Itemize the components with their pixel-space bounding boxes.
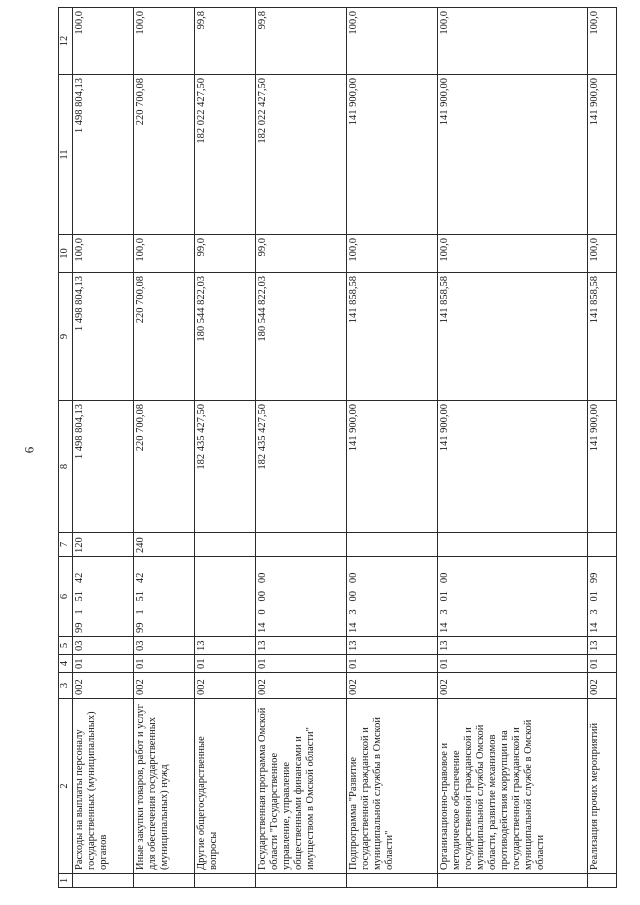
name-cell: Расходы на выплаты персоналу государственных (муниципальных) органов: [73, 699, 134, 874]
header-cell: 9: [59, 273, 73, 401]
table-row: [438, 8, 588, 888]
code-cell: 14 3 00 00: [347, 557, 438, 637]
code-cell: 14 3 01 00: [438, 557, 588, 637]
value-cell: 141 858,58: [588, 273, 617, 401]
budget-table-rotated: [58, 8, 604, 888]
value-cell: 141 900,00: [438, 75, 588, 235]
value-cell: 141 900,00: [347, 75, 438, 235]
value-cell: 99,0: [256, 235, 347, 273]
name-cell: Государственная программа Омской области "Государственное управление, управление общественными финансами и имуществом в Омской области": [256, 699, 347, 874]
row-index-cell: [73, 874, 134, 888]
value-cell: 100,0: [134, 8, 195, 75]
value-cell: 100,0: [73, 235, 134, 273]
code-cell: 002: [438, 673, 588, 699]
name-cell: Другие общегосударственные вопросы: [195, 699, 256, 874]
code-cell: 002: [256, 673, 347, 699]
code-cell: 13: [347, 637, 438, 655]
code-cell: 14 0 00 00: [256, 557, 347, 637]
value-cell: 100,0: [438, 8, 588, 75]
value-cell: 141 900,00: [438, 401, 588, 533]
code-cell: 002: [195, 673, 256, 699]
row-index-cell: [134, 874, 195, 888]
code-cell: 14 3 01 99: [588, 557, 617, 637]
code-cell: 01: [347, 655, 438, 673]
value-cell: 180 544 822,03: [195, 273, 256, 401]
value-cell: 220 700,08: [134, 401, 195, 533]
value-cell: 182 022 427,50: [195, 75, 256, 235]
value-cell: 100,0: [347, 235, 438, 273]
value-cell: 99,8: [256, 8, 347, 75]
code-cell: 01: [256, 655, 347, 673]
code-cell: 240: [134, 533, 195, 557]
code-cell: 01: [588, 655, 617, 673]
table-row: [588, 8, 617, 888]
value-cell: 99,8: [195, 8, 256, 75]
header-cell: 10: [59, 235, 73, 273]
header-cell: 1: [59, 874, 73, 888]
value-cell: 220 700,08: [134, 273, 195, 401]
value-cell: 141 858,58: [347, 273, 438, 401]
table-row: [134, 8, 195, 888]
header-cell: 4: [59, 655, 73, 673]
code-cell: 01: [73, 655, 134, 673]
value-cell: 182 022 427,50: [256, 75, 347, 235]
name-cell: Иные закупки товаров, работ и услуг для обеспечения государственных (муниципальных) нужд: [134, 699, 195, 874]
value-cell: 1 498 804,13: [73, 401, 134, 533]
code-cell: 99 1 51 42: [73, 557, 134, 637]
code-cell: 002: [73, 673, 134, 699]
row-index-cell: [588, 874, 617, 888]
value-cell: 180 544 822,03: [256, 273, 347, 401]
value-cell: 100,0: [73, 8, 134, 75]
code-cell: 01: [438, 655, 588, 673]
value-cell: 100,0: [347, 8, 438, 75]
page-number: 6: [21, 446, 37, 454]
code-cell: [256, 533, 347, 557]
header-cell: 7: [59, 533, 73, 557]
code-cell: 13: [438, 637, 588, 655]
code-cell: 13: [588, 637, 617, 655]
value-cell: 141 900,00: [347, 401, 438, 533]
row-index-cell: [256, 874, 347, 888]
table-row: [195, 8, 256, 888]
code-cell: 002: [347, 673, 438, 699]
header-cell: 12: [59, 8, 73, 75]
table-row: [73, 8, 134, 888]
value-cell: 141 900,00: [588, 401, 617, 533]
header-row: [59, 8, 73, 888]
value-cell: 141 858,58: [438, 273, 588, 401]
header-cell: 6: [59, 557, 73, 637]
budget-table: [58, 7, 617, 888]
header-cell: 3: [59, 673, 73, 699]
name-cell: Организационно-правовое и методическое обеспечение государственной гражданской и муниципальной службы Омской области, развитие механизмов противодействия коррупции на государственной гражданской и муниципальной службе в Омской области: [438, 699, 588, 874]
value-cell: 100,0: [588, 235, 617, 273]
name-cell: Реализация прочих мероприятий: [588, 699, 617, 874]
code-cell: [195, 557, 256, 637]
value-cell: 1 498 804,13: [73, 75, 134, 235]
code-cell: 01: [195, 655, 256, 673]
header-cell: 5: [59, 637, 73, 655]
code-cell: 01: [134, 655, 195, 673]
value-cell: 99,0: [195, 235, 256, 273]
value-cell: 1 498 804,13: [73, 273, 134, 401]
code-cell: 13: [195, 637, 256, 655]
header-cell: 8: [59, 401, 73, 533]
value-cell: 100,0: [588, 8, 617, 75]
value-cell: 220 700,08: [134, 75, 195, 235]
code-cell: 002: [134, 673, 195, 699]
value-cell: 100,0: [438, 235, 588, 273]
value-cell: 182 435 427,50: [195, 401, 256, 533]
table-row: [347, 8, 438, 888]
table-row: [256, 8, 347, 888]
code-cell: 03: [134, 637, 195, 655]
header-cell: 2: [59, 699, 73, 874]
row-index-cell: [347, 874, 438, 888]
code-cell: [347, 533, 438, 557]
value-cell: 182 435 427,50: [256, 401, 347, 533]
name-cell: Подпрограмма "Развитие государственной гражданской и муниципальной службы в Омской области": [347, 699, 438, 874]
value-cell: 141 900,00: [588, 75, 617, 235]
code-cell: [588, 533, 617, 557]
code-cell: [438, 533, 588, 557]
code-cell: [195, 533, 256, 557]
value-cell: 100,0: [134, 235, 195, 273]
code-cell: 99 1 51 42: [134, 557, 195, 637]
code-cell: 13: [256, 637, 347, 655]
row-index-cell: [438, 874, 588, 888]
row-index-cell: [195, 874, 256, 888]
code-cell: 002: [588, 673, 617, 699]
code-cell: 03: [73, 637, 134, 655]
header-cell: 11: [59, 75, 73, 235]
code-cell: 120: [73, 533, 134, 557]
